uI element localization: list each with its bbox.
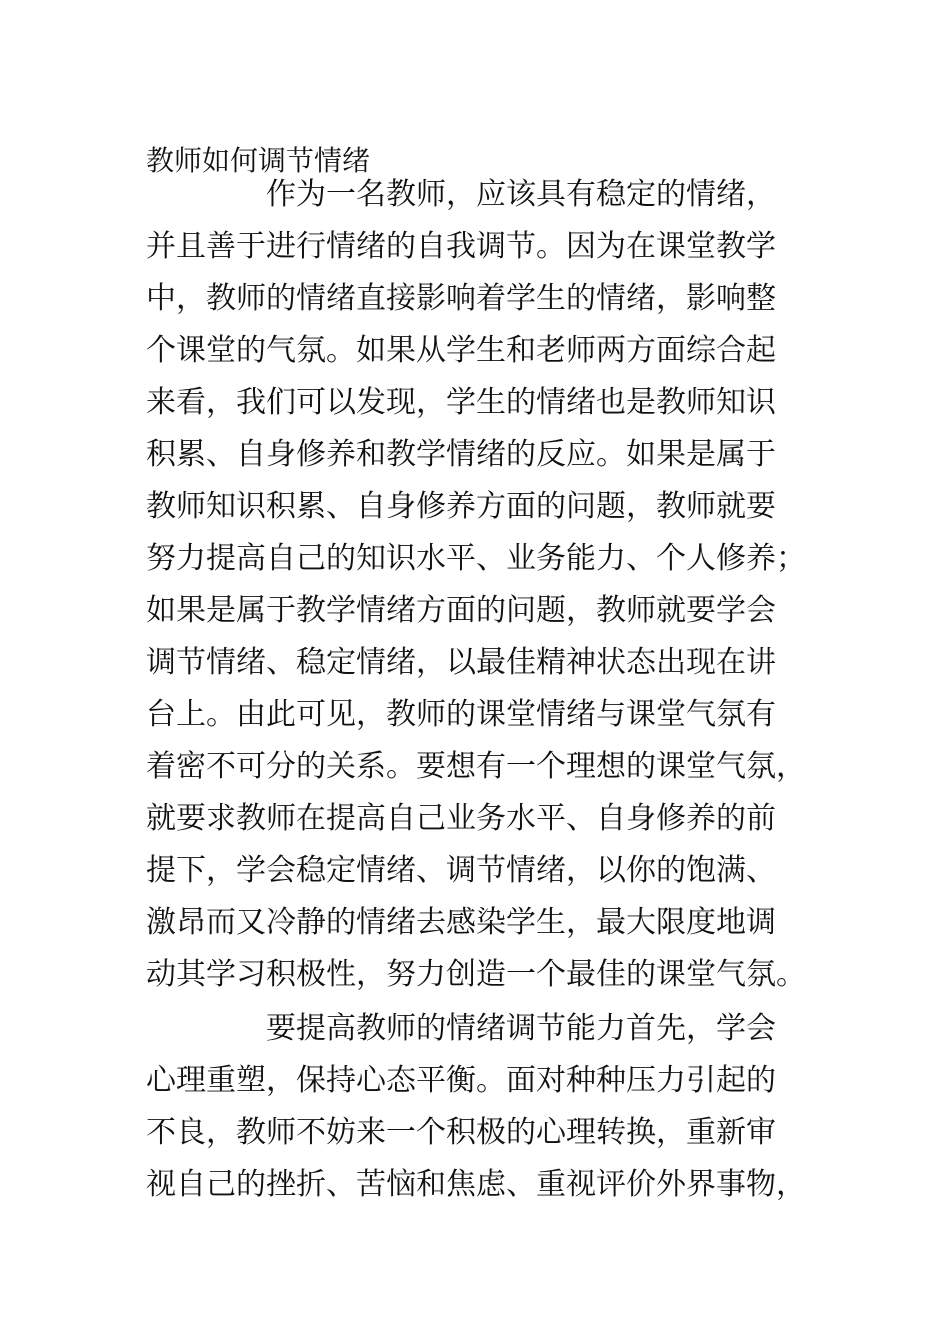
paragraph-line: 着密不可分的关系。要想有一个理想的课堂气氛， bbox=[146, 749, 806, 784]
paragraph-1 bbox=[146, 169, 826, 1001]
paragraph-line: 作为一名教师，应该具有稳定的情绪， bbox=[266, 177, 776, 212]
paragraph-line: 中，教师的情绪直接影响着学生的情绪，影响整 bbox=[146, 281, 776, 316]
paragraph-line: 调节情绪、稳定情绪，以最佳精神状态出现在讲 bbox=[146, 645, 776, 680]
paragraph-line: 教师知识积累、自身修养方面的问题，教师就要 bbox=[146, 489, 776, 524]
paragraph-line: 努力提高自己的知识水平、业务能力、个人修养； bbox=[146, 541, 806, 576]
paragraph-line: 提下，学会稳定情绪、调节情绪，以你的饱满、 bbox=[146, 853, 776, 888]
paragraph-line: 激昂而又冷静的情绪去感染学生，最大限度地调 bbox=[146, 905, 776, 940]
paragraph-line: 个课堂的气氛。如果从学生和老师两方面综合起 bbox=[146, 333, 776, 368]
paragraph-line: 积累、自身修养和教学情绪的反应。如果是属于 bbox=[146, 437, 776, 472]
paragraph-line: 要提高教师的情绪调节能力首先，学会 bbox=[266, 1011, 776, 1046]
paragraph-2 bbox=[146, 1003, 826, 1211]
paragraph-line: 心理重塑，保持心态平衡。面对种种压力引起的 bbox=[146, 1063, 776, 1098]
paragraph-line: 台上。由此可见，教师的课堂情绪与课堂气氛有 bbox=[146, 697, 776, 732]
paragraph-line: 动其学习积极性，努力创造一个最佳的课堂气氛。 bbox=[146, 957, 806, 992]
paragraph-line: 视自己的挫折、苦恼和焦虑、重视评价外界事物， bbox=[146, 1167, 806, 1202]
paragraph-line: 并且善于进行情绪的自我调节。因为在课堂教学 bbox=[146, 229, 776, 264]
document-title: 教师如何调节情绪 bbox=[146, 144, 371, 177]
paragraph-line: 来看，我们可以发现，学生的情绪也是教师知识 bbox=[146, 385, 776, 420]
paragraph-line: 不良，教师不妨来一个积极的心理转换，重新审 bbox=[146, 1115, 776, 1150]
paragraph-line: 如果是属于教学情绪方面的问题，教师就要学会 bbox=[146, 593, 776, 628]
paragraph-line: 就要求教师在提高自己业务水平、自身修养的前 bbox=[146, 801, 776, 836]
